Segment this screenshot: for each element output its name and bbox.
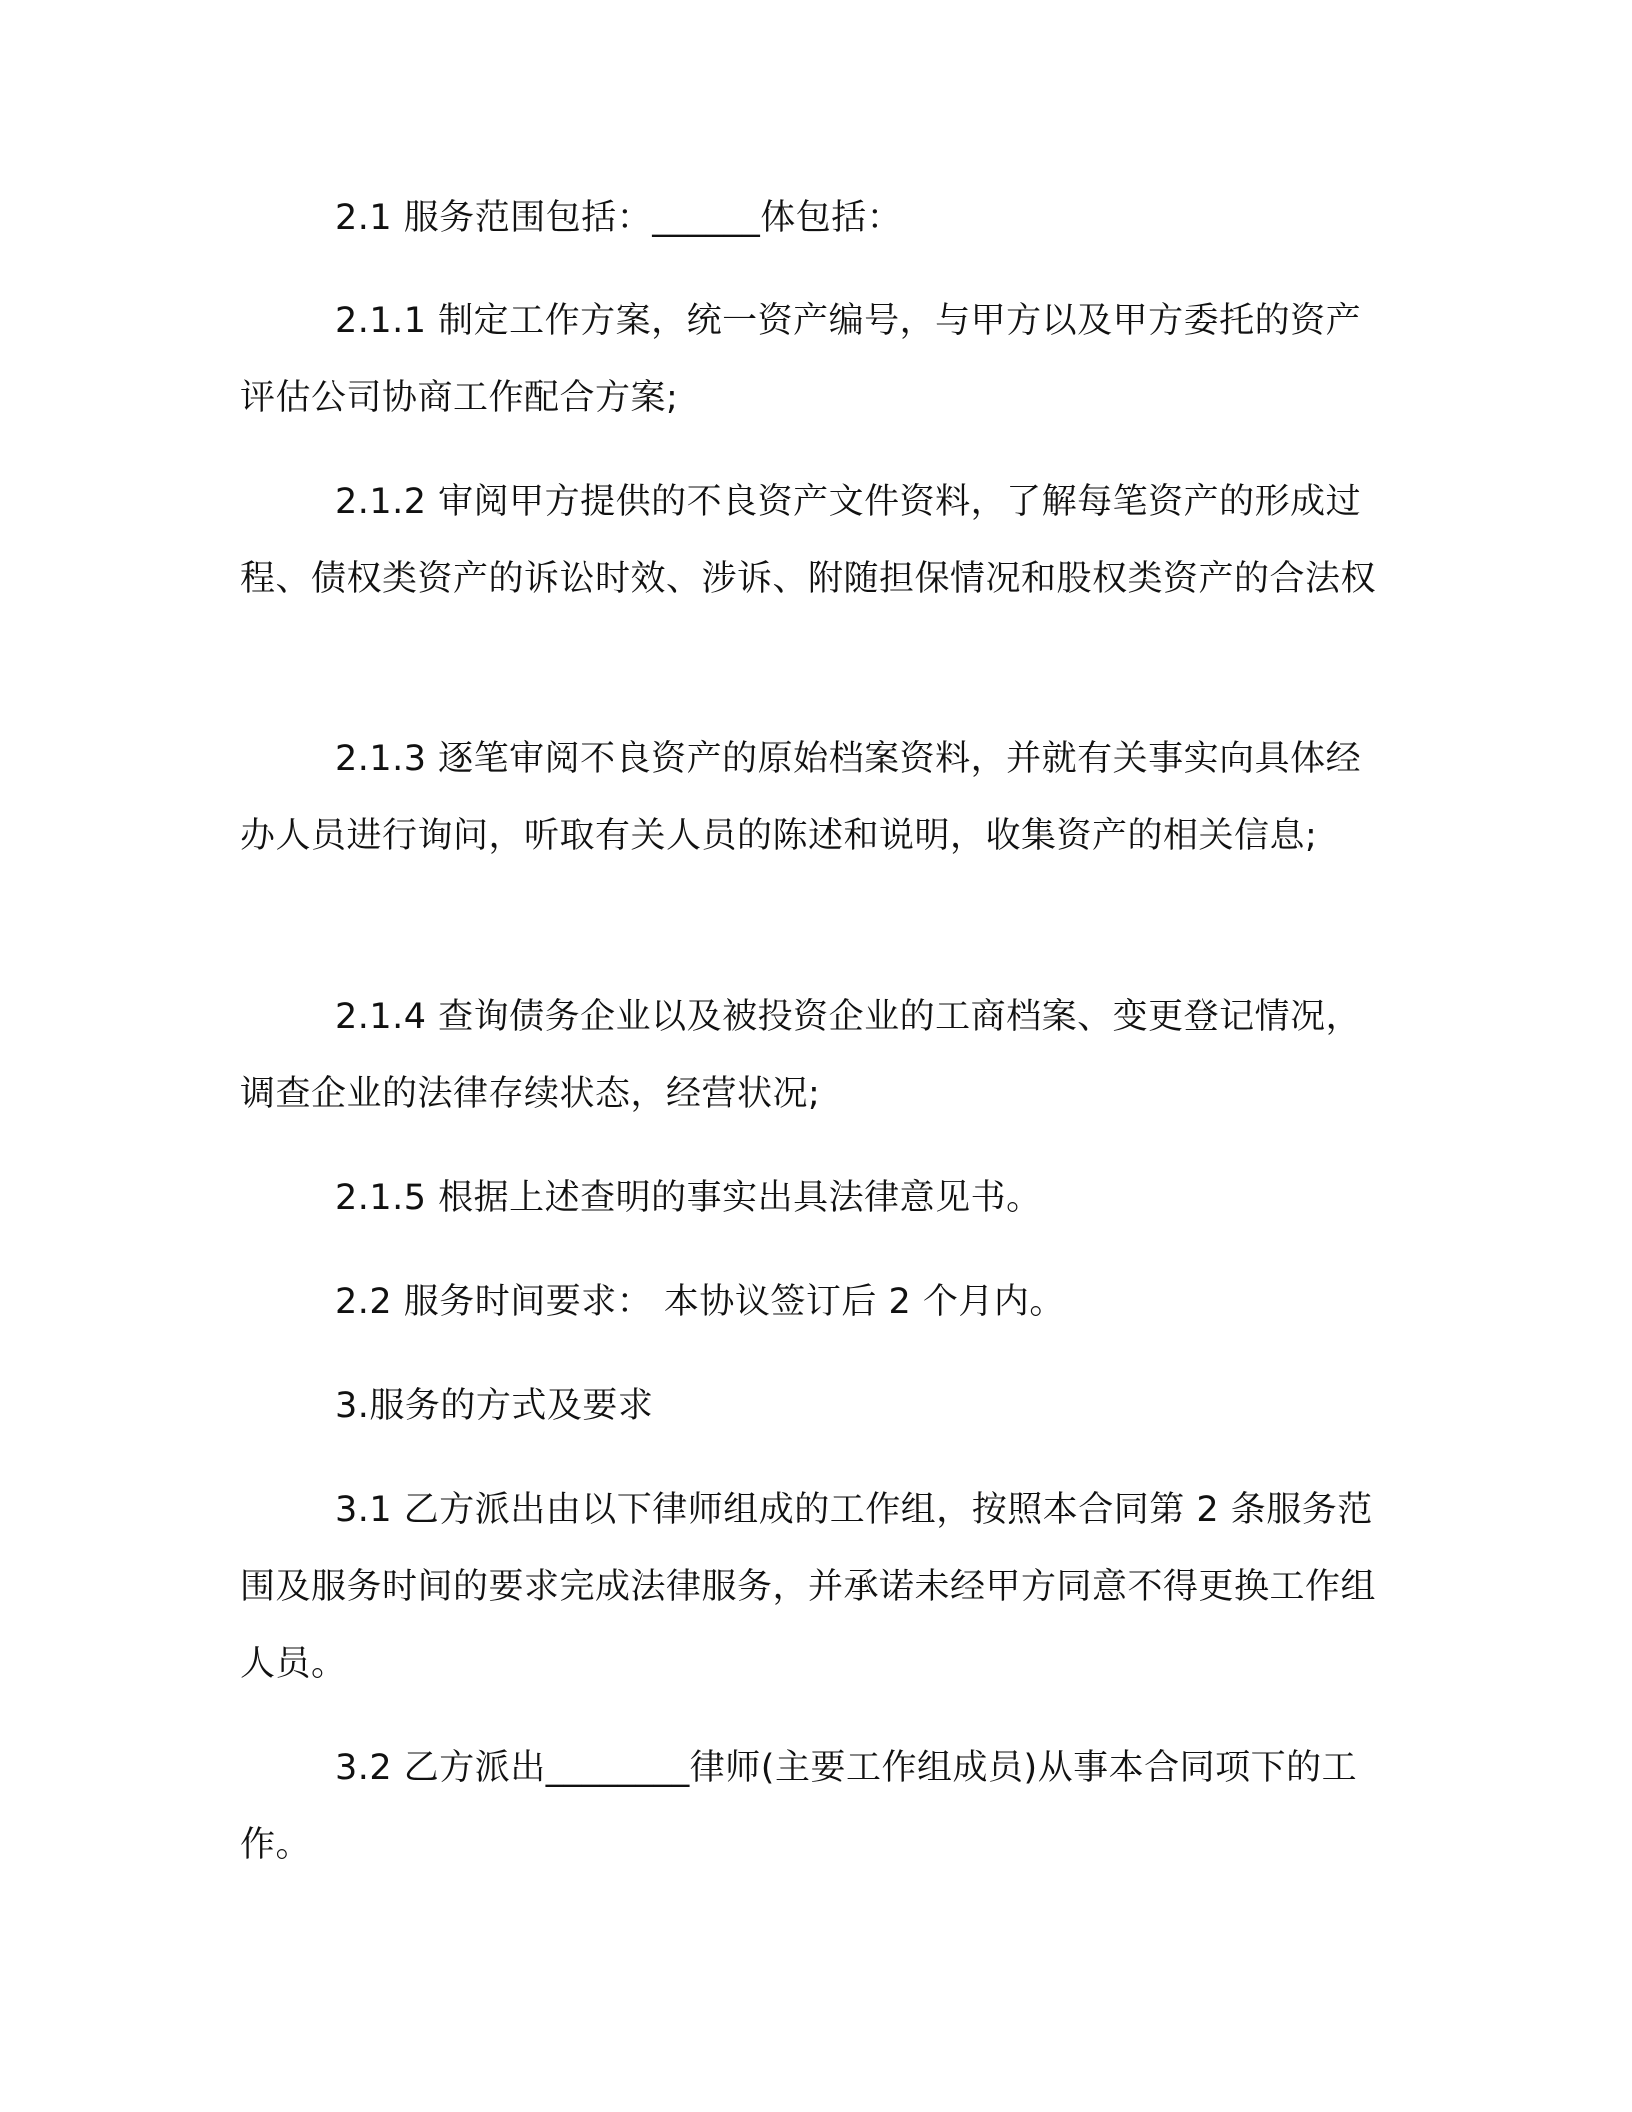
clause-2-2-service-time: 2.2 服务时间要求： 本协议签订后 2 个月内。 — [335, 1282, 1065, 1322]
clause-2-1-5-legal-opinion: 2.1.5 根据上述查明的事实出具法律意见书。 — [335, 1178, 1042, 1218]
clause-2-1-3-review-archives: 2.1.3 逐笔审阅不良资产的原始档案资料，并就有关事实向具体经办人员进行询问，听取有关人员的陈述和说明，收集资产的相关信息; — [240, 739, 1362, 856]
clause-2-1-1-work-plan: 2.1.1 制定工作方案，统一资产编号，与甲方以及甲方委托的资产评估公司协商工作配合方案; — [240, 301, 1362, 418]
clause-3-2-assigned-lawyer: 3.2 乙方派出________律师(主要工作组成员)从事本合同项下的工作。 — [240, 1748, 1358, 1865]
clause-3-1-work-group: 3.1 乙方派出由以下律师组成的工作组，按照本合同第 2 条服务范围及服务时间的要求完成法律服务，并承诺未经甲方同意不得更换工作组人员。 — [240, 1490, 1377, 1684]
clause-2-1-2-review-documents: 2.1.2 审阅甲方提供的不良资产文件资料，了解每笔资产的形成过程、债权类资产的诉讼时效、涉诉、附随担保情况和股权类资产的合法权 — [240, 482, 1377, 599]
clause-2-1-4-query-business-records: 2.1.4 查询债务企业以及被投资企业的工商档案、变更登记情况，调查企业的法律存续状态，经营状况; — [240, 997, 1362, 1114]
clause-2-1-service-scope: 2.1 服务范围包括：______体包括： — [335, 198, 903, 238]
section-3-heading: 3.服务的方式及要求 — [335, 1386, 654, 1426]
